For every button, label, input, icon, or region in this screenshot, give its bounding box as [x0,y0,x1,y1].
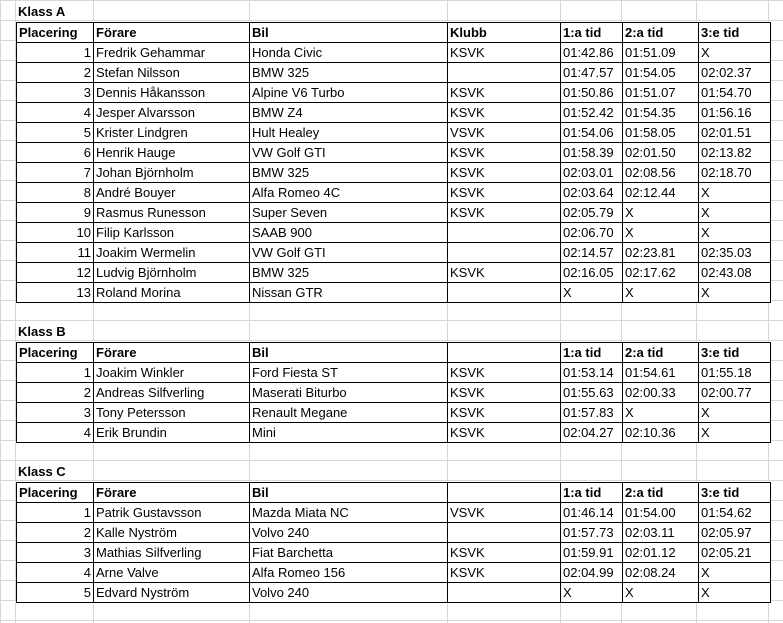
header-cell-bil[interactable]: Bil [250,343,448,363]
header-cell-tid-1[interactable]: 1:a tid [561,483,623,503]
cell-tid-2[interactable]: 02:01.50 [623,143,699,163]
cell-tid-1[interactable]: 02:04.99 [561,563,623,583]
cell-tid-3[interactable]: 01:56.16 [699,103,771,123]
cell-tid-2[interactable]: 01:54.00 [623,503,699,523]
cell-klubb[interactable] [448,223,561,243]
cell-forare[interactable]: Patrik Gustavsson [94,503,250,523]
cell-klubb[interactable]: KSVK [448,363,561,383]
cell-forare[interactable]: Roland Morina [94,283,250,303]
cell-tid-1[interactable]: 02:06.70 [561,223,623,243]
cell-klubb[interactable]: KSVK [448,43,561,63]
cell-tid-1[interactable]: 02:04.27 [561,423,623,443]
cell-placering[interactable]: 11 [17,243,94,263]
cell-placering[interactable]: 4 [17,423,94,443]
header-cell-forare[interactable]: Förare [94,343,250,363]
cell-forare[interactable]: Dennis Håkansson [94,83,250,103]
cell-tid-1[interactable]: 02:05.79 [561,203,623,223]
cell-forare[interactable]: André Bouyer [94,183,250,203]
cell-placering[interactable]: 10 [17,223,94,243]
cell-tid-1[interactable]: 02:16.05 [561,263,623,283]
cell-klubb[interactable]: VSVK [448,503,561,523]
cell-placering[interactable]: 2 [17,63,94,83]
cell-bil[interactable]: BMW 325 [250,63,448,83]
cell-klubb[interactable]: KSVK [448,203,561,223]
cell-tid-3[interactable]: 02:13.82 [699,143,771,163]
cell-bil[interactable]: Volvo 240 [250,583,448,603]
header-cell-tid-3[interactable]: 3:e tid [699,343,771,363]
cell-placering[interactable]: 5 [17,123,94,143]
cell-forare[interactable]: Mathias Silfverling [94,543,250,563]
cell-placering[interactable]: 6 [17,143,94,163]
cell-placering[interactable]: 7 [17,163,94,183]
cell-klubb[interactable] [448,63,561,83]
cell-forare[interactable]: Filip Karlsson [94,223,250,243]
cell-placering[interactable]: 3 [17,543,94,563]
cell-tid-3[interactable]: 01:54.62 [699,503,771,523]
cell-klubb[interactable]: KSVK [448,423,561,443]
table-row [17,383,771,403]
cell-placering[interactable]: 8 [17,183,94,203]
header-cell-forare[interactable]: Förare [94,483,250,503]
cell-klubb[interactable]: KSVK [448,83,561,103]
header-cell-klubb[interactable]: Klubb [448,23,561,43]
cell-tid-2[interactable]: 01:51.09 [623,43,699,63]
cell-bil[interactable]: Nissan GTR [250,283,448,303]
header-row [17,343,771,363]
cell-forare[interactable]: Joakim Winkler [94,363,250,383]
header-cell-forare[interactable]: Förare [94,23,250,43]
header-row [17,23,771,43]
cell-tid-1[interactable]: 02:03.01 [561,163,623,183]
section-title-klass-c: Klass C [18,464,66,479]
table-row [17,83,771,103]
header-cell-tid-2[interactable]: 2:a tid [623,343,699,363]
cell-forare[interactable]: Arne Valve [94,563,250,583]
table-row [17,183,771,203]
cell-tid-3[interactable]: X [699,583,771,603]
results-table-klass-b [16,342,771,443]
cell-forare[interactable]: Joakim Wermelin [94,243,250,263]
cell-tid-3[interactable]: 02:01.51 [699,123,771,143]
cell-bil[interactable]: Alpine V6 Turbo [250,83,448,103]
table-row [17,283,771,303]
table-row [17,243,771,263]
table-row [17,563,771,583]
header-cell-bil[interactable]: Bil [250,483,448,503]
cell-klubb[interactable]: KSVK [448,263,561,283]
cell-bil[interactable]: Alfa Romeo 156 [250,563,448,583]
cell-bil[interactable]: BMW 325 [250,163,448,183]
cell-bil[interactable]: Super Seven [250,203,448,223]
cell-bil[interactable]: VW Golf GTI [250,143,448,163]
cell-tid-3[interactable]: X [699,423,771,443]
cell-forare[interactable]: Stefan Nilsson [94,63,250,83]
cell-tid-2[interactable]: 01:54.35 [623,103,699,123]
section-title-klass-b: Klass B [18,324,66,339]
cell-klubb[interactable]: KSVK [448,183,561,203]
cell-forare[interactable]: Edvard Nyström [94,583,250,603]
results-table-klass-c [16,482,771,603]
header-cell-bil[interactable]: Bil [250,23,448,43]
header-cell-tid-1[interactable]: 1:a tid [561,343,623,363]
cell-tid-2[interactable]: 01:58.05 [623,123,699,143]
cell-forare[interactable]: Henrik Hauge [94,143,250,163]
cell-tid-2[interactable]: 02:23.81 [623,243,699,263]
header-cell-tid-2[interactable]: 2:a tid [623,23,699,43]
cell-tid-3[interactable]: 01:54.70 [699,83,771,103]
cell-tid-2[interactable]: 01:51.07 [623,83,699,103]
table-row [17,583,771,603]
cell-bil[interactable]: Alfa Romeo 4C [250,183,448,203]
cell-placering[interactable]: 1 [17,363,94,383]
cell-tid-1[interactable]: 01:47.57 [561,63,623,83]
table-row [17,523,771,543]
cell-tid-3[interactable]: 02:05.21 [699,543,771,563]
cell-bil[interactable]: BMW Z4 [250,103,448,123]
table-row [17,43,771,63]
cell-tid-3[interactable]: 02:00.77 [699,383,771,403]
cell-tid-1[interactable]: 01:42.86 [561,43,623,63]
cell-placering[interactable]: 1 [17,43,94,63]
cell-placering[interactable]: 2 [17,523,94,543]
header-cell-tid-2[interactable]: 2:a tid [623,483,699,503]
table-row [17,163,771,183]
cell-forare[interactable]: Ludvig Björnholm [94,263,250,283]
header-row [17,483,771,503]
header-cell-tid-3[interactable]: 3:e tid [699,483,771,503]
cell-placering[interactable]: 9 [17,203,94,223]
table-row [17,203,771,223]
cell-placering[interactable]: 4 [17,563,94,583]
cell-klubb[interactable]: KSVK [448,543,561,563]
cell-tid-3[interactable]: X [699,563,771,583]
cell-bil[interactable]: Volvo 240 [250,523,448,543]
cell-placering[interactable]: 5 [17,583,94,603]
cell-forare[interactable]: Andreas Silfverling [94,383,250,403]
header-cell-placering[interactable]: Placering [17,483,94,503]
table-row [17,403,771,423]
cell-bil[interactable]: Renault Megane [250,403,448,423]
cell-tid-1[interactable]: 01:55.63 [561,383,623,403]
cell-tid-1[interactable]: X [561,283,623,303]
cell-tid-2[interactable]: 02:01.12 [623,543,699,563]
cell-placering[interactable]: 12 [17,263,94,283]
cell-placering[interactable]: 3 [17,83,94,103]
cell-forare[interactable]: Jesper Alvarsson [94,103,250,123]
cell-forare[interactable]: Krister Lindgren [94,123,250,143]
cell-forare[interactable]: Rasmus Runesson [94,203,250,223]
cell-tid-2[interactable]: X [623,203,699,223]
section-title-klass-a: Klass A [18,4,66,19]
cell-tid-2[interactable]: 01:54.61 [623,363,699,383]
cell-tid-2[interactable]: 01:54.05 [623,63,699,83]
cell-tid-1[interactable]: 01:46.14 [561,503,623,523]
cell-tid-3[interactable]: 02:35.03 [699,243,771,263]
cell-tid-3[interactable]: 02:43.08 [699,263,771,283]
table-row [17,103,771,123]
cell-tid-1[interactable]: 01:50.86 [561,83,623,103]
cell-tid-3[interactable]: X [699,223,771,243]
cell-klubb[interactable] [448,523,561,543]
header-cell-klubb[interactable] [448,483,561,503]
cell-tid-2[interactable]: X [623,583,699,603]
table-row [17,63,771,83]
cell-tid-1[interactable]: 02:03.64 [561,183,623,203]
results-table-klass-a [16,22,771,303]
cell-bil[interactable]: Ford Fiesta ST [250,363,448,383]
cell-tid-3[interactable]: 02:02.37 [699,63,771,83]
cell-klubb[interactable]: KSVK [448,103,561,123]
cell-tid-3[interactable]: 01:55.18 [699,363,771,383]
table-row [17,143,771,163]
table-row [17,363,771,383]
table-row [17,543,771,563]
cell-tid-2[interactable]: 02:03.11 [623,523,699,543]
table-row [17,223,771,243]
cell-klubb[interactable] [448,283,561,303]
cell-forare[interactable]: Tony Petersson [94,403,250,423]
cell-tid-2[interactable]: X [623,283,699,303]
header-cell-tid-3[interactable]: 3:e tid [699,23,771,43]
cell-tid-1[interactable]: 02:14.57 [561,243,623,263]
cell-klubb[interactable]: KSVK [448,563,561,583]
header-cell-klubb[interactable] [448,343,561,363]
header-cell-placering[interactable]: Placering [17,23,94,43]
cell-klubb[interactable]: KSVK [448,143,561,163]
cell-klubb[interactable]: KSVK [448,403,561,423]
table-row [17,423,771,443]
cell-forare[interactable]: Johan Björnholm [94,163,250,183]
cell-tid-2[interactable]: X [623,403,699,423]
cell-bil[interactable]: Fiat Barchetta [250,543,448,563]
cell-tid-3[interactable]: X [699,43,771,63]
cell-tid-2[interactable]: X [623,223,699,243]
table-row [17,263,771,283]
cell-tid-3[interactable]: 02:05.97 [699,523,771,543]
cell-tid-2[interactable]: 02:08.56 [623,163,699,183]
cell-placering[interactable]: 2 [17,383,94,403]
cell-tid-1[interactable]: 01:57.83 [561,403,623,423]
cell-tid-2[interactable]: 02:12.44 [623,183,699,203]
cell-bil[interactable]: Mazda Miata NC [250,503,448,523]
cell-tid-2[interactable]: 02:17.62 [623,263,699,283]
cell-tid-1[interactable]: X [561,583,623,603]
cell-tid-1[interactable]: 01:52.42 [561,103,623,123]
cell-tid-3[interactable]: X [699,403,771,423]
cell-forare[interactable]: Erik Brundin [94,423,250,443]
cell-tid-1[interactable]: 01:53.14 [561,363,623,383]
cell-tid-1[interactable]: 01:54.06 [561,123,623,143]
cell-bil[interactable]: Honda Civic [250,43,448,63]
header-cell-placering[interactable]: Placering [17,343,94,363]
cell-tid-2[interactable]: 02:00.33 [623,383,699,403]
cell-tid-2[interactable]: 02:10.36 [623,423,699,443]
cell-tid-3[interactable]: 02:18.70 [699,163,771,183]
cell-klubb[interactable]: VSVK [448,123,561,143]
cell-bil[interactable]: SAAB 900 [250,223,448,243]
cell-tid-1[interactable]: 01:57.73 [561,523,623,543]
cell-klubb[interactable]: KSVK [448,383,561,403]
cell-placering[interactable]: 13 [17,283,94,303]
cell-bil[interactable]: BMW 325 [250,263,448,283]
cell-bil[interactable]: Hult Healey [250,123,448,143]
cell-bil[interactable]: Maserati Biturbo [250,383,448,403]
cell-klubb[interactable] [448,243,561,263]
cell-placering[interactable]: 1 [17,503,94,523]
header-cell-tid-1[interactable]: 1:a tid [561,23,623,43]
table-row [17,123,771,143]
cell-tid-2[interactable]: 02:08.24 [623,563,699,583]
cell-forare[interactable]: Kalle Nyström [94,523,250,543]
cell-tid-1[interactable]: 01:59.91 [561,543,623,563]
cell-tid-3[interactable]: X [699,203,771,223]
cell-placering[interactable]: 4 [17,103,94,123]
cell-klubb[interactable] [448,583,561,603]
cell-forare[interactable]: Fredrik Gehammar [94,43,250,63]
cell-placering[interactable]: 3 [17,403,94,423]
cell-bil[interactable]: VW Golf GTI [250,243,448,263]
cell-tid-3[interactable]: X [699,283,771,303]
cell-klubb[interactable]: KSVK [448,163,561,183]
cell-tid-3[interactable]: X [699,183,771,203]
cell-bil[interactable]: Mini [250,423,448,443]
cell-tid-1[interactable]: 01:58.39 [561,143,623,163]
table-row [17,503,771,523]
